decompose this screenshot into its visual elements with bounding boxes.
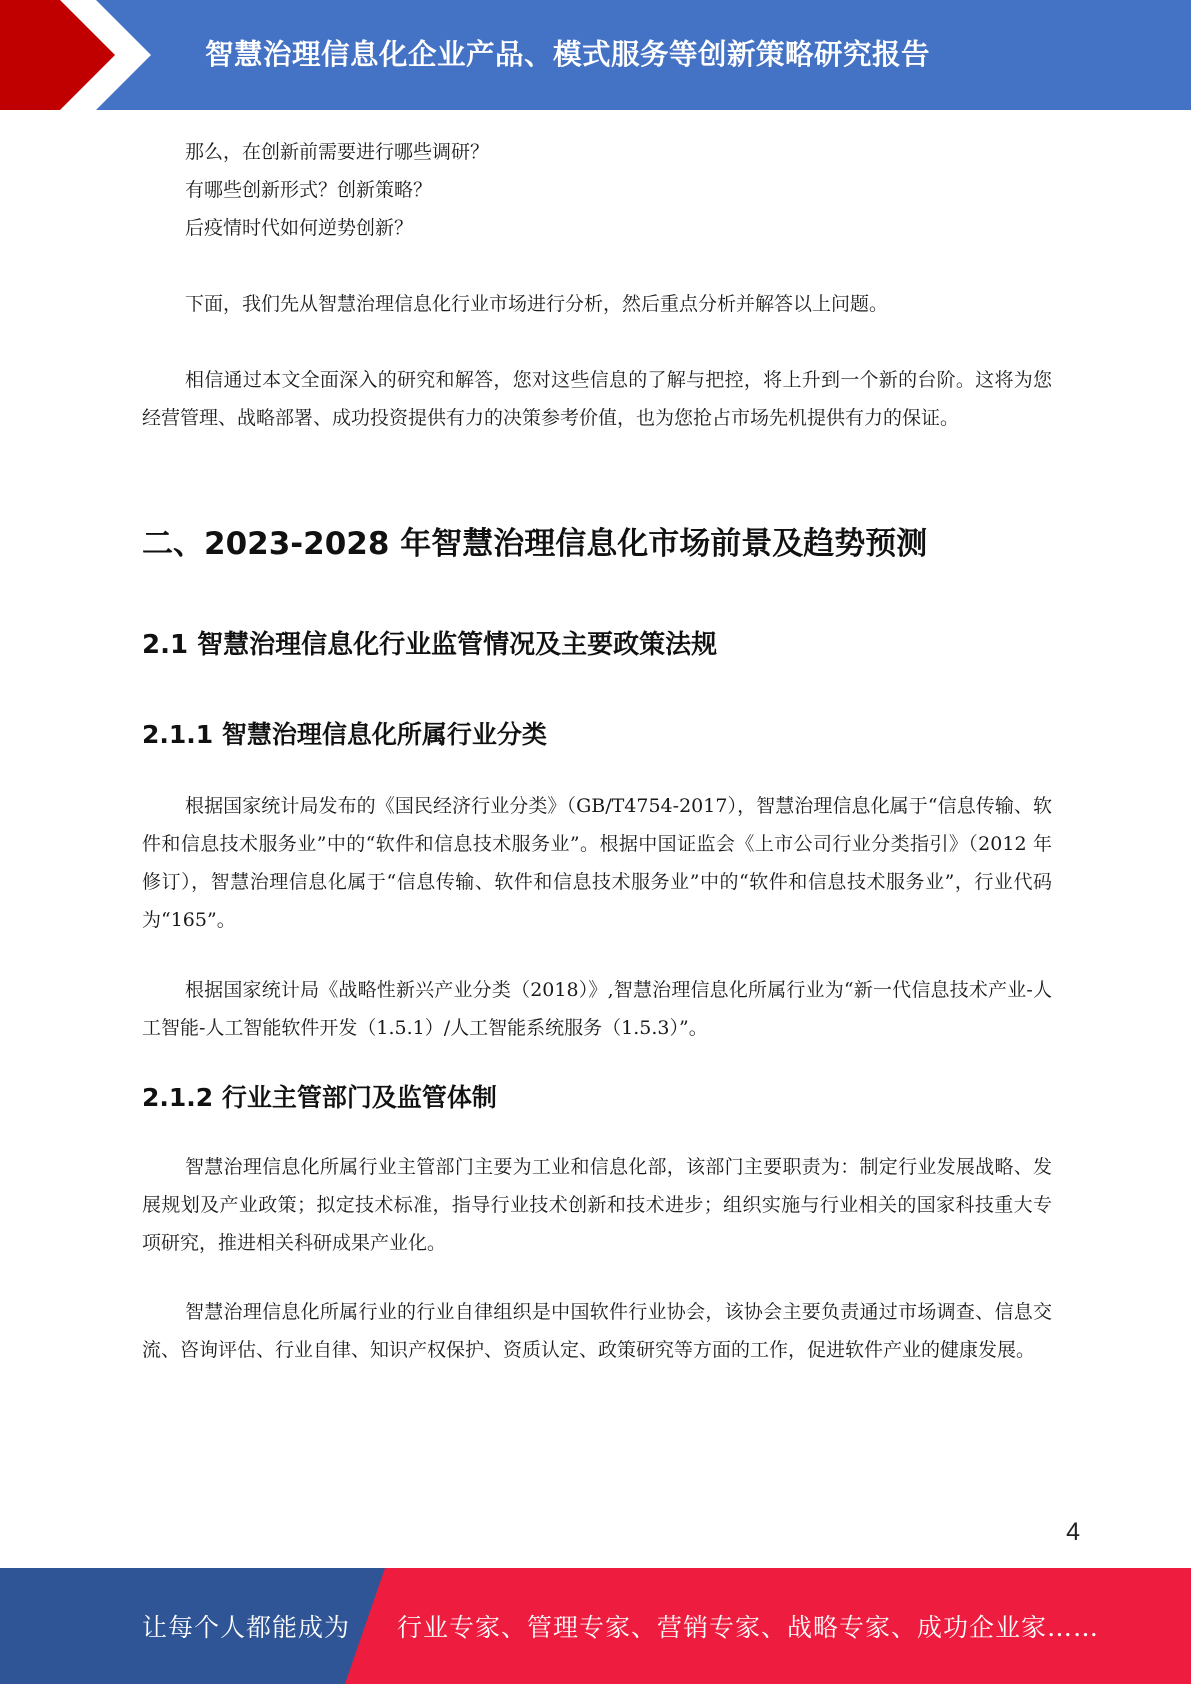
subsection-heading: 2.1 智慧治理信息化行业监管情况及主要政策法规 [142,630,718,660]
intro-paragraph: 相信通过本文全面深入的研究和解答，您对这些信息的了解与把控，将上升到一个新的台阶。这将为您经营管理、战略部署、成功投资提供有力的决策参考价值，也为您抢占市场先机提供有力的保证。 [142,369,1052,429]
body-paragraph: 智慧治理信息化所属行业的行业自律组织是中国软件行业协会，该协会主要负责通过市场调查、信息交流、咨询评估、行业自律、知识产权保护、资质认定、政策研究等方面的工作，促进软件产业的健康发展。 [142,1301,1052,1361]
subsubsection-heading: 2.1.1 智慧治理信息化所属行业分类 [142,720,547,749]
body-paragraph: 智慧治理信息化所属行业主管部门主要为工业和信息化部，该部门主要职责为：制定行业发展战略、发展规划及产业政策；拟定技术标准，指导行业技术创新和技术进步；组织实施与行业相关的国家科技重大专项研究，推进相关科研成果产业化。 [142,1156,1052,1254]
page-number: 4 [1066,1518,1080,1546]
subsubsection-heading: 2.1.2 行业主管部门及监管体制 [142,1083,497,1112]
footer-slogan-right: 行业专家、管理专家、营销专家、战略专家、成功企业家…… [397,1613,1100,1642]
section-heading: 二、2023-2028 年智慧治理信息化市场前景及趋势预测 [142,526,928,562]
page-header [0,0,1191,110]
question-item: 有哪些创新形式？创新策略？ [185,179,433,201]
question-item: 那么，在创新前需要进行哪些调研？ [185,141,490,163]
body-paragraph: 根据国家统计局发布的《国民经济行业分类》（GB/T4754-2017），智慧治理信息化属于“信息传输、软件和信息技术服务业”中的“软件和信息技术服务业”。根据中国证监会《上市公司行业分类指引》（2012 年修订），智慧治理信息化属于“信息传输、软件和信息技术服务业”中的“软件和信息技术服务业”，行业代码为“165”。 [142,795,1052,931]
footer-slogan-left: 让每个人都能成为 [142,1613,351,1642]
report-title: 智慧治理信息化企业产品、模式服务等创新策略研究报告 [205,37,931,71]
question-item: 后疫情时代如何逆势创新？ [185,217,414,239]
intro-paragraph: 下面，我们先从智慧治理信息化行业市场进行分析，然后重点分析并解答以上问题。 [185,293,889,315]
page-footer [0,1568,1191,1684]
body-paragraph: 根据国家统计局《战略性新兴产业分类（2018）》,智慧治理信息化所属行业为“新一代信息技术产业-人工智能-人工智能软件开发（1.5.1）/人工智能系统服务（1.5.3）”。 [142,979,1052,1039]
